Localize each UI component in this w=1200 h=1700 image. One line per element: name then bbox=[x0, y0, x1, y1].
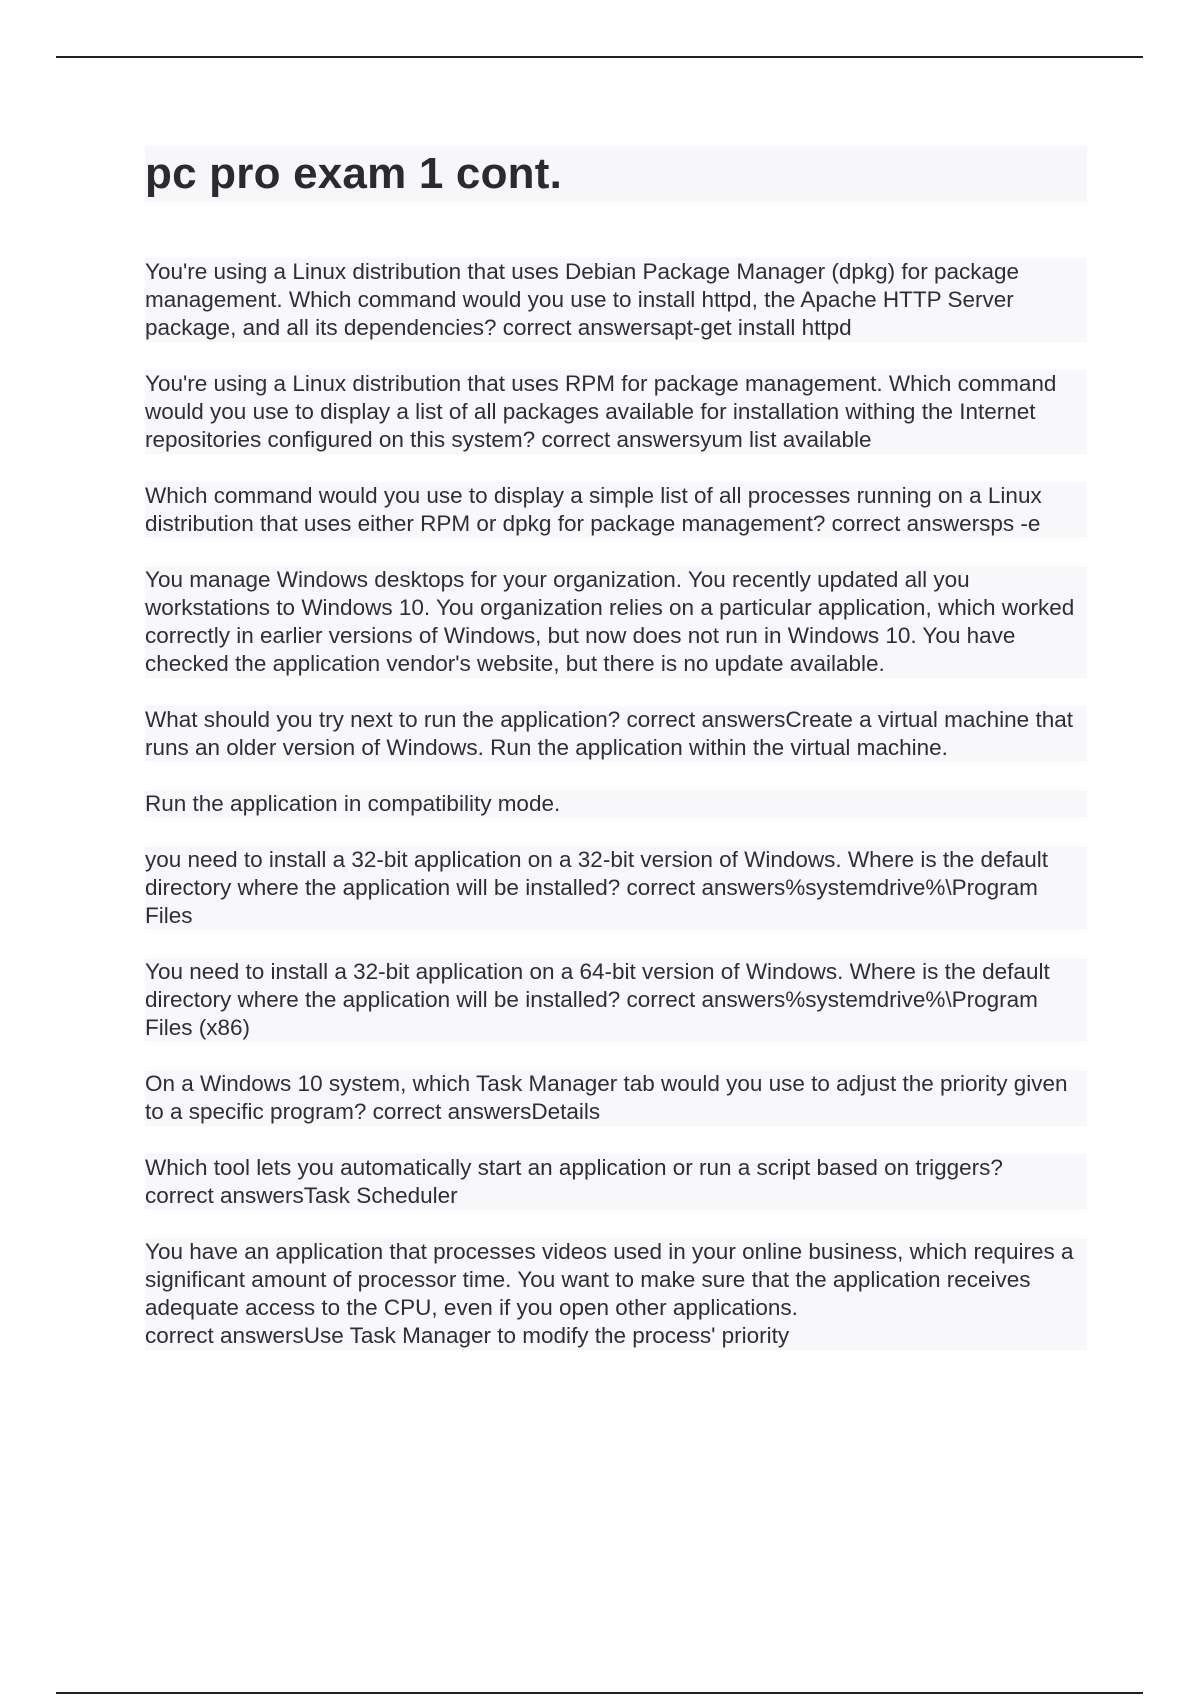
question-list bbox=[145, 258, 1087, 1350]
bottom-rule bbox=[56, 1692, 1143, 1694]
question-item: Which tool lets you automatically start an application or run a script based on triggers? correct answersTask Scheduler bbox=[145, 1154, 1087, 1210]
top-rule bbox=[56, 56, 1143, 58]
page-title: pc pro exam 1 cont. bbox=[145, 149, 563, 198]
question-item: You're using a Linux distribution that uses Debian Package Manager (dpkg) for package management. Which command would you use to install httpd, the Apache HTTP Server package, and all its dependencies? correct answersapt-get install httpd bbox=[145, 258, 1087, 342]
question-item: On a Windows 10 system, which Task Manager tab would you use to adjust the priority given to a specific program? correct answersDetails bbox=[145, 1070, 1087, 1126]
question-item: Which command would you use to display a simple list of all processes running on a Linux distribution that uses either RPM or dpkg for package management? correct answersps -e bbox=[145, 482, 1087, 538]
question-item: you need to install a 32-bit application on a 32-bit version of Windows. Where is the default directory where the application will be installed? correct answers%systemdrive%\Program Files bbox=[145, 846, 1087, 930]
question-item: You have an application that processes videos used in your online business, which requires a significant amount of processor time. You want to make sure that the application receives adequate access to the CPU, even if you open other applications. correct answersUse Task Manager to modify the process' priority bbox=[145, 1238, 1087, 1350]
question-item: You're using a Linux distribution that uses RPM for package management. Which command would you use to display a list of all packages available for installation withing the Internet repositories configured on this system? correct answersyum list available bbox=[145, 370, 1087, 454]
question-item: You need to install a 32-bit application on a 64-bit version of Windows. Where is the default directory where the application will be installed? correct answers%systemdrive%\Program Files (x86) bbox=[145, 958, 1087, 1042]
question-item: Run the application in compatibility mode. bbox=[145, 790, 1087, 818]
question-item: What should you try next to run the application? correct answersCreate a virtual machine that runs an older version of Windows. Run the application within the virtual machine. bbox=[145, 706, 1087, 762]
document-body bbox=[145, 146, 1087, 1378]
title-band bbox=[145, 146, 1087, 202]
question-item: You manage Windows desktops for your organization. You recently updated all you workstations to Windows 10. You organization relies on a particular application, which worked correctly in earlier versions of Windows, but now does not run in Windows 10. You have checked the application vendor's website, but there is no update available. bbox=[145, 566, 1087, 678]
